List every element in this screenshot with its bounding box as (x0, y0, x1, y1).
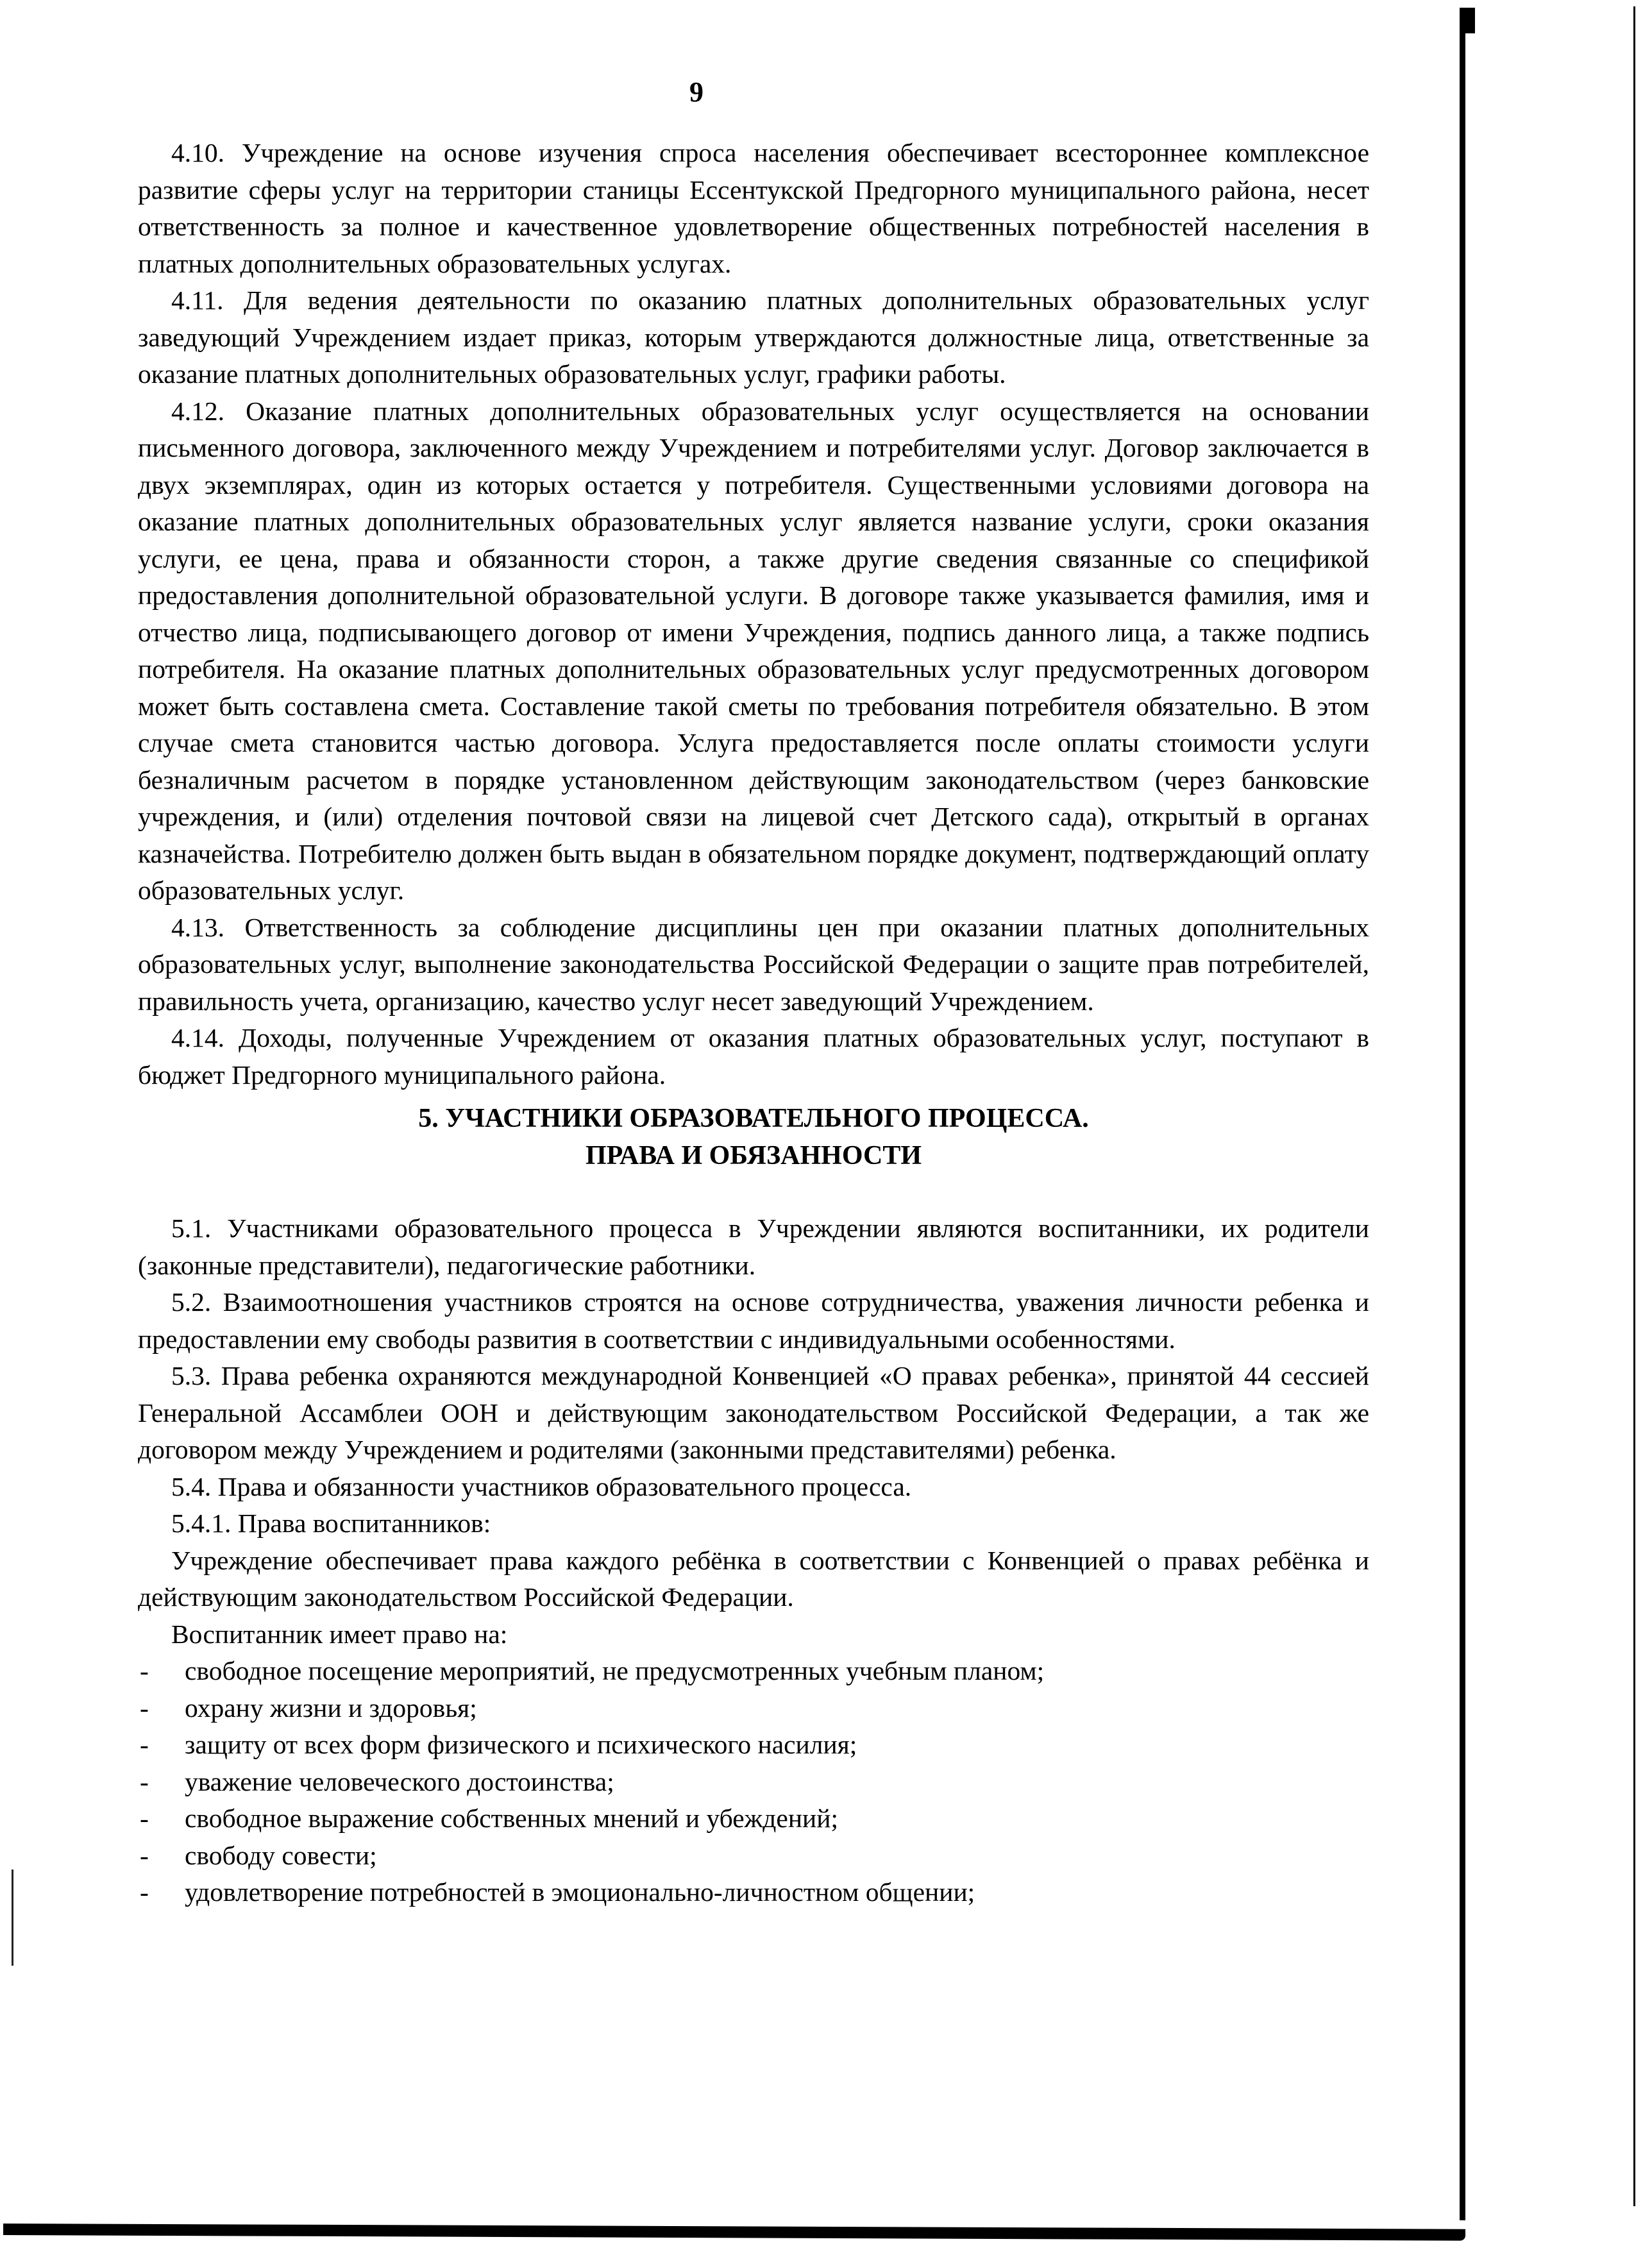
section-5 (138, 1100, 1369, 1911)
clause-5-4: 5.4. Права и обязанности участников образовательного процесса. (171, 1471, 912, 1501)
list-item (138, 1800, 1369, 1837)
clause-4-12: 4.12. Оказание платных дополнительных образовательных услуг осуществляется на основании письменного договора, заключенного между Учреждением и потребителями услуг. Договор заключается в двух экземплярах, один из которых остается у потребителя. Существенными условиями договора на оказание платных дополнительных образовательных услуг является название услуги, сроки оказания услуги, ее цена, права и обязанности сторон, а также другие сведения связанные со спецификой предоставления дополнительной образовательной услуги. В договоре также указывается фамилия, имя и отчество лица, подписывающего договор от имени Учреждения, подпись данного лица, а также подпись потребителя. На оказание платных дополнительных образовательных услуг предусмотренных договором может быть составлена смета. Составление такой сметы по требования потребителя обязательно. В этом случае смета становится частью договора. Услуга предоставляется после оплаты стоимости услуги безналичным расчетом в порядке установленном действующим законодательством (через банковские учреждения, и (или) отделения почтовой связи на лицевой счет Детского сада), открытый в органах казначейства. Потребителю должен быть выдан в обязательном порядке документ, подтверждающий оплату образовательных услуг. (138, 396, 1369, 905)
list-item-text: удовлетворение потребностей в эмоционально-личностном общении; (185, 1877, 975, 1907)
dash-bullet-icon: - (140, 1692, 149, 1723)
clause-4-11: 4.11. Для ведения деятельности по оказанию платных дополнительных образовательных услуг заведующий Учреждением издает приказ, которым утверждаются должностные лица, ответственные за оказание платных дополнительных образовательных услуг, графики работы. (138, 285, 1369, 389)
list-item-text: уважение человеческого достоинства; (185, 1766, 614, 1796)
section-5-heading-line-1: 5. УЧАСТНИКИ ОБРАЗОВАТЕЛЬНОГО ПРОЦЕССА. (418, 1104, 1089, 1133)
list-item-text: свободное посещение мероприятий, не предусмотренных учебным планом; (185, 1656, 1045, 1685)
list-item (138, 1837, 1369, 1875)
list-item-text: охрану жизни и здоровья; (185, 1692, 477, 1723)
clause-5-4-1-lead: Воспитанник имеет право на: (171, 1619, 508, 1649)
dash-bullet-icon: - (140, 1877, 149, 1907)
scan-edge-line-right (1633, 6, 1635, 2206)
list-item-text: свободу совести; (185, 1840, 377, 1870)
document-body (138, 135, 1369, 1911)
dash-bullet-icon: - (140, 1730, 149, 1759)
clause-5-4-1-intro: Учреждение обеспечивает права каждого ребёнка в соответствии с Конвенцией о правах ребёнка и действующим законодательством Российской Федерации. (138, 1545, 1369, 1612)
list-item-text: свободное выражение собственных мнений и убеждений; (185, 1803, 838, 1833)
dash-bullet-icon: - (140, 1766, 149, 1796)
section-4-continuation (138, 135, 1369, 1093)
scan-border-right (1460, 8, 1465, 2220)
clause-5-1: 5.1. Участниками образовательного процесса в Учреждении являются воспитанники, их родители (законные представители), педагогические работники. (138, 1213, 1369, 1280)
page-number: 9 (689, 76, 704, 108)
section-5-heading (138, 1100, 1369, 1174)
list-item (138, 1874, 1369, 1911)
list-item (138, 1653, 1369, 1690)
clause-4-10: 4.10. Учреждение на основе изучения спроса населения обеспечивает всестороннее комплексное развитие сферы услуг на территории станицы Ессентукской Предгорного муниципального района, несет ответственность за полное и качественное удовлетворение общественных потребностей населения в платных дополнительных образовательных услугах. (138, 138, 1369, 278)
list-item (138, 1726, 1369, 1764)
scan-border-bottom (3, 2224, 1465, 2241)
list-item (138, 1690, 1369, 1727)
clause-4-13: 4.13. Ответственность за соблюдение дисциплины цен при оказании платных дополнительных образовательных услуг, выполнение законодательства Российской Федерации о защите прав потребителей, правильность учета, организацию, качество услуг несет заведующий Учреждением. (138, 912, 1369, 1016)
pupil-rights-list (138, 1653, 1369, 1911)
scan-mark-left (12, 1870, 13, 1966)
section-5-heading-line-2: ПРАВА И ОБЯЗАННОСТИ (585, 1141, 922, 1170)
dash-bullet-icon: - (140, 1840, 149, 1870)
dash-bullet-icon: - (140, 1803, 149, 1833)
clause-4-14: 4.14. Доходы, полученные Учреждением от оказания платных образовательных услуг, поступают в бюджет Предгорного муниципального района. (138, 1023, 1369, 1090)
dash-bullet-icon: - (140, 1656, 149, 1685)
clause-5-4-1: 5.4.1. Права воспитанников: (171, 1508, 491, 1538)
list-item-text: защиту от всех форм физического и психического насилия; (185, 1730, 857, 1759)
list-item (138, 1764, 1369, 1801)
clause-5-3: 5.3. Права ребенка охраняются международной Конвенцией «О правах ребенка», принятой 44 сессией Генеральной Ассамблеи ООН и действующим законодательством Российской Федерации, а так же договором между Учреждением и родителями (законными представителями) ребенка. (138, 1361, 1369, 1464)
clause-5-2: 5.2. Взаимоотношения участников строятся на основе сотрудничества, уважения личности ребенка и предоставлении ему свободы развития в соответствии с индивидуальными особенностями. (138, 1287, 1369, 1354)
